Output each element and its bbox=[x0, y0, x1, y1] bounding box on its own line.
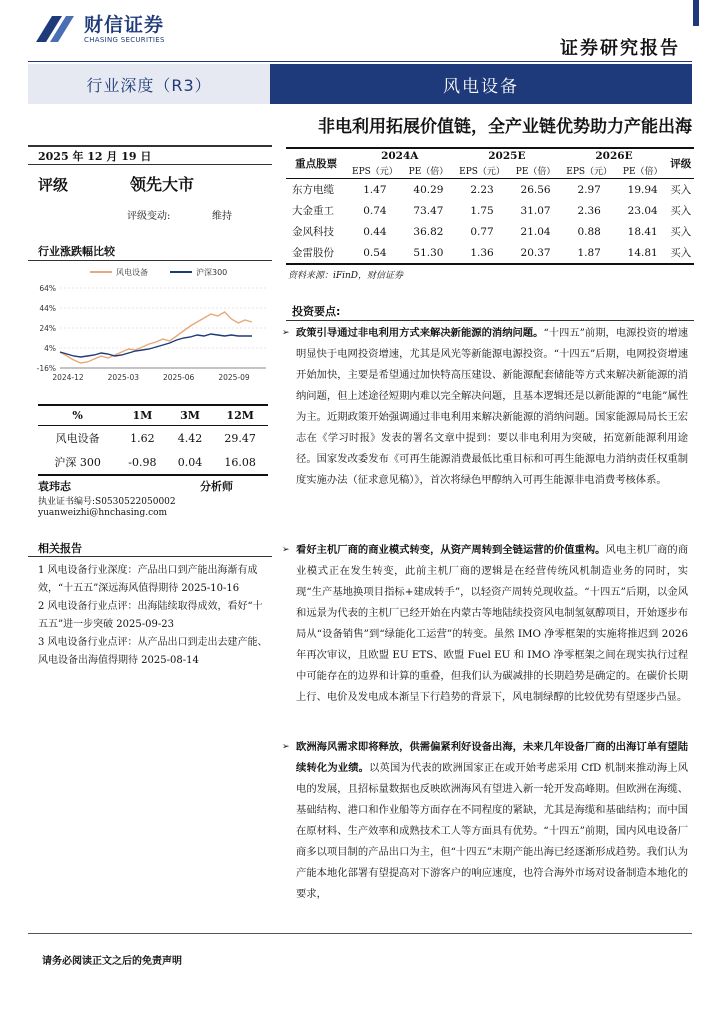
y-tick-label: -16% bbox=[36, 364, 56, 373]
chart-section-rule bbox=[28, 260, 272, 261]
key-point-text: 风电主机厂商的商业模式正在发生转变，此前主机厂商的逻辑是在经营传统风机制造业务的同时，实现“生产基地换项目指标+建成转手”，以轻资产周转兑现收益。“十四五”后期，以金风和远景为代表的主机厂已经开始在内蒙古等地陆续投资风电制氢氨醇项目，开始逐步布局从“设备销售”到“绿能化工运营”的转变。虽然 IMO 净零框架的实施将推迟到 2026 年再次审议，且欧盟 EU ETS、欧盟 Fuel EU 和 IMO 净零框架之间在现实执行过程中可能存在的边界和计算的重叠，但我们认为碳减排的长期趋势是确定的。在碳价长期上行、电价及发电成本渐呈下行趋势的背景下，风电制绿醇的比较优势有望逐步凸显。 bbox=[296, 544, 689, 703]
y-tick-label: 24% bbox=[39, 324, 56, 333]
stock-rating: 买入 bbox=[670, 226, 692, 238]
stock-name: 大金重工 bbox=[292, 205, 334, 217]
rating-change-value: 维持 bbox=[212, 211, 232, 222]
series-line bbox=[60, 334, 252, 357]
subheader-eps: EPS（元） bbox=[459, 167, 505, 177]
banner-sector: 风电设备 bbox=[270, 64, 692, 104]
rating-change-label: 评级变动: bbox=[127, 211, 171, 222]
pe-2025: 26.56 bbox=[520, 183, 551, 196]
cell-1m: -0.98 bbox=[128, 455, 157, 469]
header-year: 2026E bbox=[595, 150, 633, 162]
table-row bbox=[286, 200, 694, 221]
header-cell: 12M bbox=[226, 409, 254, 422]
performance-table bbox=[38, 404, 268, 476]
legend-label: 风电设备 bbox=[116, 268, 148, 277]
eps-2026: 0.88 bbox=[577, 225, 601, 238]
pe-2025: 21.04 bbox=[520, 225, 551, 238]
pe-2026: 14.81 bbox=[627, 246, 658, 259]
y-tick-label: 4% bbox=[44, 344, 56, 353]
pe-2026: 18.41 bbox=[627, 225, 658, 238]
banner bbox=[28, 64, 692, 104]
pe-2025: 31.07 bbox=[520, 204, 551, 217]
stock-name: 金风科技 bbox=[292, 226, 334, 238]
footer-divider bbox=[28, 933, 692, 934]
page-edge-marker bbox=[693, 0, 699, 26]
cell-12m: 16.08 bbox=[224, 455, 256, 469]
analyst-title: 分析师 bbox=[200, 480, 233, 493]
subheader-eps: EPS（元） bbox=[566, 167, 613, 177]
eps-2024: 0.74 bbox=[363, 204, 387, 217]
key-points-title: 投资要点: bbox=[292, 305, 341, 318]
pe-2026: 19.94 bbox=[627, 183, 658, 196]
brand-name-en: CHASING SECURITIES bbox=[84, 36, 165, 44]
table-row bbox=[286, 221, 694, 242]
related-report-item[interactable]: 1 风电设备行业深度：产品出口到产能出海渐有成效，“十五五”深远海风值得期待 2025-10-16 bbox=[38, 565, 258, 594]
eps-2025: 0.77 bbox=[470, 225, 494, 238]
x-tick-label: 2024-12 bbox=[52, 373, 84, 382]
x-tick-label: 2025-06 bbox=[162, 373, 195, 382]
key-points-rule bbox=[286, 320, 694, 321]
legend-label: 沪深300 bbox=[196, 268, 228, 277]
header-year: 2025E bbox=[488, 150, 526, 162]
stock-name: 东方电缆 bbox=[292, 184, 334, 196]
header-stock: 重点股票 bbox=[295, 158, 338, 170]
related-rule bbox=[28, 556, 272, 557]
table-header-row bbox=[286, 148, 694, 163]
bullet-arrow-icon: ➢ bbox=[282, 545, 290, 555]
key-point-text: “十四五”前期，电源投资的增速明显快于电网投资增速，尤其是风光等新能源电源投资。“十四五”后期，电网投资增速开始加快，主要是希望通过加快特高压建设、新能源配套储能等方式来解决新能源的消纳问题，但上述途径短期内难以完全解决问题，且基本逻辑还是以新能源的“电能”属性为主。近期政策开始强调通过非电利用来解决新能源的消纳问题。国家能源局局长王宏志在《学习时报》发表的署名文章中提到：要以非电利用为突破，拓宽新能源利用途径。国家发改委发布《可再生能源消费最低比重目标和可再生能源电力消纳责任权重制度实施办法（征求意见稿）》，首次将绿色甲醇纳入可再生能源非电消费考核体系。 bbox=[296, 327, 689, 486]
eps-2026: 1.87 bbox=[577, 246, 601, 259]
date-rule bbox=[28, 164, 272, 165]
header-year: 2024A bbox=[381, 150, 419, 162]
disclaimer-note: 请务必阅读正文之后的免责声明 bbox=[42, 956, 182, 967]
analyst-name: 袁玮志 bbox=[38, 480, 71, 493]
header-cell: 3M bbox=[180, 409, 200, 422]
related-reports-list bbox=[38, 562, 270, 670]
key-point-item bbox=[282, 323, 689, 491]
report-date: 2025 年 12 月 19 日 bbox=[38, 150, 152, 163]
cell-3m: 4.42 bbox=[177, 431, 203, 445]
bullet-arrow-icon: ➢ bbox=[282, 328, 290, 338]
key-point-heading: 政策引导通过非电利用方式来解决新能源的消纳问题。 bbox=[296, 327, 544, 339]
key-point-text: 以英国为代表的欧洲国家正在或开始考虑采用 CfD 机制来推动海上风电的发展，且招标量数据也反映欧洲海风有望进入新一轮开发高峰期。但欧洲在海缆、基础结构、港口和作业船等方面存在不同程度的紧缺，尤其是海缆和基础结构；而中国在原材料、生产效率和成熟技术工人等方面具有优势。“十四五”前期，国内风电设备厂商多以项目制的产品出口为主，但“十四五”末期产能出海已经逐渐形成趋势。我们认为产能本地化部署有望提高对下游客户的响应速度，也符合海外市场对设备制造本地化的要求， bbox=[296, 762, 688, 900]
key-point-heading: 看好主机厂商的商业模式转变，从资产周转到全链运营的价值重构。 bbox=[296, 544, 606, 556]
eps-2026: 2.36 bbox=[577, 204, 601, 217]
eps-2025: 2.23 bbox=[470, 183, 494, 196]
left-top-rule bbox=[28, 145, 272, 147]
x-tick-label: 2025-03 bbox=[107, 373, 140, 382]
table-row bbox=[286, 179, 694, 201]
subheader-pe: PE（倍） bbox=[622, 167, 663, 177]
pe-2024: 36.82 bbox=[413, 225, 444, 238]
stock-rating: 买入 bbox=[670, 184, 692, 196]
brand-mark-icon bbox=[32, 12, 78, 46]
cell-12m: 29.47 bbox=[224, 431, 256, 445]
pe-2024: 73.47 bbox=[413, 204, 444, 217]
pe-2024: 51.30 bbox=[413, 246, 444, 259]
key-point-heading: 欧洲海风需求即将释放，供需偏紧利好设备出海，未来几年设备厂商的出海订单有望陆续转化为业绩。 bbox=[296, 741, 688, 774]
performance-chart bbox=[30, 262, 270, 390]
report-title: 非电利用拓展价值链，全产业链优势助力产能出海 bbox=[318, 117, 692, 137]
report-type: 证券研究报告 bbox=[560, 38, 680, 59]
y-tick-label: 44% bbox=[39, 304, 56, 313]
stock-name: 金雷股份 bbox=[292, 247, 334, 259]
table-source: 资料来源：iFinD，财信证券 bbox=[288, 271, 404, 281]
row-name: 风电设备 bbox=[55, 432, 100, 445]
stock-rating: 买入 bbox=[670, 205, 692, 217]
banner-category: 行业深度（R3） bbox=[28, 64, 270, 104]
key-stocks-table bbox=[286, 147, 694, 265]
eps-2025: 1.75 bbox=[470, 204, 494, 217]
header-cell: 1M bbox=[132, 409, 153, 422]
performance-table-header bbox=[38, 405, 268, 426]
chart-section-title: 行业涨跌幅比较 bbox=[38, 245, 115, 258]
cell-3m: 0.04 bbox=[177, 455, 203, 469]
eps-2024: 0.44 bbox=[363, 225, 387, 238]
bullet-arrow-icon: ➢ bbox=[282, 742, 290, 752]
pe-2025: 20.37 bbox=[520, 246, 551, 259]
eps-2026: 2.97 bbox=[577, 183, 601, 196]
pe-2026: 23.04 bbox=[627, 204, 658, 217]
header-rating: 评级 bbox=[670, 158, 692, 170]
analyst-email: yuanweizhi@hnchasing.com bbox=[38, 508, 168, 518]
eps-2025: 1.36 bbox=[470, 246, 494, 259]
table-row bbox=[38, 426, 268, 451]
rating-label: 评级 bbox=[38, 176, 69, 194]
subheader-pe: PE（倍） bbox=[408, 167, 449, 177]
related-report-item[interactable]: 3 风电设备行业点评：从产品出口到走出去建产能、风电设备出海值得期待 2025-08-14 bbox=[38, 637, 268, 666]
brand-logo bbox=[32, 12, 165, 46]
header-cell: % bbox=[72, 409, 83, 422]
related-reports-title: 相关报告 bbox=[38, 542, 82, 555]
y-tick-label: 64% bbox=[39, 284, 56, 293]
eps-2024: 0.54 bbox=[363, 246, 387, 259]
x-tick-label: 2025-09 bbox=[218, 373, 250, 382]
brand-name-cn: 财信证券 bbox=[84, 14, 165, 36]
table-subheader-row bbox=[286, 163, 694, 179]
analyst-cert: 执业证书编号:S0530522050002 bbox=[38, 497, 176, 507]
subheader-eps: EPS（元） bbox=[352, 167, 398, 177]
subheader-pe: PE（倍） bbox=[515, 167, 556, 177]
row-name: 沪深 300 bbox=[54, 456, 101, 469]
stock-rating: 买入 bbox=[670, 247, 692, 259]
cell-1m: 1.62 bbox=[130, 431, 155, 445]
rating-value: 领先大市 bbox=[130, 175, 195, 194]
header-divider bbox=[28, 61, 692, 62]
key-point-item bbox=[282, 540, 689, 708]
related-report-item[interactable]: 2 风电设备行业点评：出海陆续取得成效，看好“十五五”进一步突破 2025-09-23 bbox=[38, 601, 263, 630]
eps-2024: 1.47 bbox=[363, 183, 387, 196]
pe-2024: 40.29 bbox=[413, 183, 444, 196]
table-row bbox=[286, 242, 694, 264]
table-row bbox=[38, 450, 268, 475]
key-point-item bbox=[282, 737, 688, 905]
